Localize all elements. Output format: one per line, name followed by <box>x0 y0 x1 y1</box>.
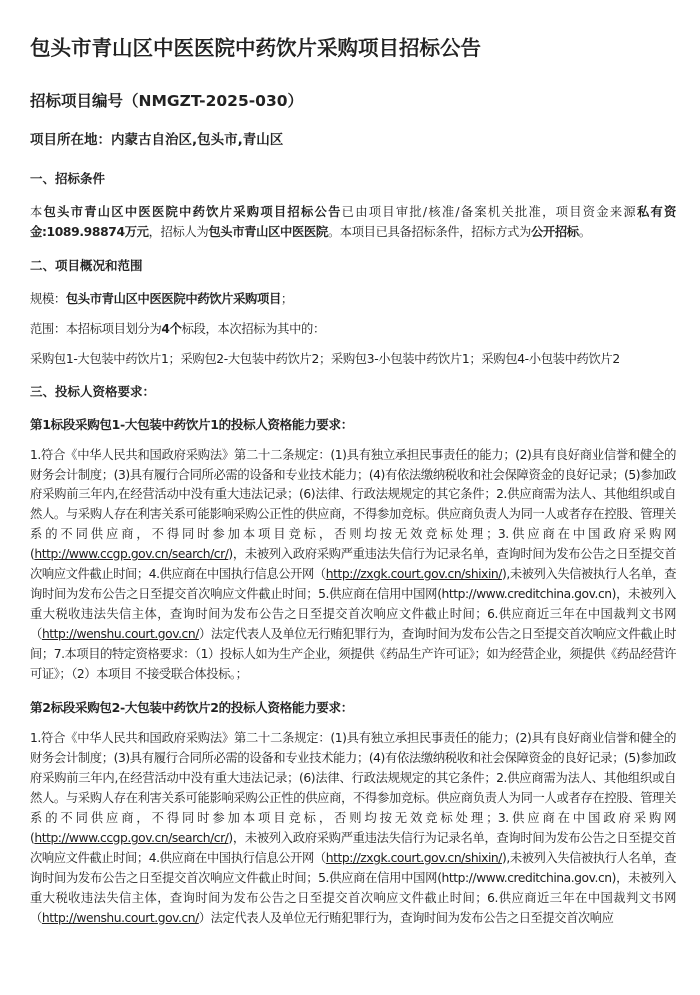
scale-line <box>30 289 676 309</box>
zxgk-link[interactable]: http://zxgk.court.gov.cn/shixin/ <box>325 850 502 865</box>
text-run: ： <box>340 700 353 716</box>
text-run: ),未被列入失信被执行人名单，查询时间为发布公告之日至提交首次响应文件截止时间；5.供应商在信用中国网(http://www.creditchina.gov.cn)，未被列入重大税收违法失信主体，查询时间为发布公告之日至提交首次响应文件截止时间；6.供应商近三年在中国裁判文书网（ <box>30 850 676 925</box>
scale-value-bold: 包头市青山区中医医院中药饮片采购项目 <box>65 291 281 306</box>
section-heading-1: 一、招标条件 <box>30 171 106 186</box>
text-run: 。 <box>578 225 591 240</box>
lot-2-heading <box>30 698 676 718</box>
text-run: ，招标人为 <box>148 225 209 240</box>
project-code: 招标项目编号（NMGZT-2025-030） <box>30 92 304 110</box>
text-run: 范围：本招标项目划分为 <box>30 321 162 336</box>
text-run: ）法定代表人及单位无行贿犯罪行为，查询时间为发布公告之日至提交首次响应 <box>198 910 614 925</box>
lot-1-heading <box>30 415 676 435</box>
text-run: 标段，本次招标为其中的： <box>181 321 325 336</box>
text-run: 本 <box>30 205 44 219</box>
zxgk-link[interactable]: http://zxgk.court.gov.cn/shixin/ <box>325 567 502 582</box>
project-location: 项目所在地：内蒙古自治区,包头市,青山区 <box>30 132 284 148</box>
text-run: )，未被列入政府采购严重违法失信行为记录名单，查询时间为发布公告之日至提交首次响应文件截止时间；4.供应商在中国执行信息公开网（ <box>30 547 676 582</box>
section-heading-3: 三、投标人资格要求： <box>30 383 156 399</box>
text-run: )，未被列入政府采购严重违法失信行为记录名单，查询时间为发布公告之日至提交首次响应文件截止时间；4.供应商在中国执行信息公开网（ <box>30 831 676 865</box>
text-run: 1.符合《中华人民共和国政府采购法》第二十二条规定：(1)具有独立承担民事责任的能力；(2)具有良好商业信誉和健全的财务会计制度；(3)具有履行合同所必需的设备和专业技术能力；(4)有依法缴纳税收和社会保障资金的良好记录；(5)参加政府采购前三年内,在经营活动中没有重大违法记录；(6)法律、行政法规规定的其它条件；2.供应商需为法人、其他组织或自然人。与采购人存在利害关系可能影响采购公正性的供应商，不得参加竞标。供应商负责人为同一人或者存在控股、管理关系的不同供应商，不得同时参加本项目竞标，否则均按无效竞标处理；3.供应商在中国政府采购网( <box>30 731 676 845</box>
packages-line: 采购包1-大包装中药饮片1；采购包2-大包装中药饮片2；采购包3-小包装中药饮片1；采购包4-小包装中药饮片2 <box>30 351 620 366</box>
page-title: 包头市青山区中医医院中药饮片采购项目招标公告 <box>30 36 481 60</box>
wenshu-link[interactable]: http://wenshu.court.gov.cn/ <box>41 626 199 641</box>
lot-count-bold: 4个 <box>161 321 182 336</box>
section-heading-2: 二、项目概况和范围 <box>30 257 143 273</box>
tenderer-bold: 包头市青山区中医医院 <box>208 225 328 240</box>
lot-1-requirements <box>30 446 676 685</box>
range-line <box>30 319 676 339</box>
text-run: ： <box>340 416 353 432</box>
lot-2-requirements <box>30 729 676 928</box>
text-run: 1.符合《中华人民共和国政府采购法》第二十二条规定：(1)具有独立承担民事责任的能力；(2)具有良好商业信誉和健全的财务会计制度；(3)具有履行合同所必需的设备和专业技术能力；(4)有依法缴纳税收和社会保障资金的良好记录；(5)参加政府采购前三年内,在经营活动中没有重大违法记录；(6)法律、行政法规规定的其它条件；2.供应商需为法人、其他组织或自然人。与采购人存在利害关系可能影响采购公正性的供应商，不得参加竞标。供应商负责人为同一人或者存在控股、管理关系的不同供应商，不得同时参加本项目竞标，否则均按无效竞标处理；3.供应商在中国政府采购网( <box>30 447 676 562</box>
text-run: 。本项目已具备招标条件，招标方式为 <box>327 225 531 240</box>
lot-2-title: 第2标段采购包2-大包装中药饮片2的投标人资格能力要求 <box>30 700 341 716</box>
text-run: 已由项目审批/核准/备案机关批准，项目资金来源 <box>341 205 637 219</box>
section-1-paragraph <box>30 202 676 243</box>
wenshu-link[interactable]: http://wenshu.court.gov.cn/ <box>41 910 199 925</box>
ccgp-link[interactable]: http://www.ccgp.gov.cn/search/cr/ <box>34 831 229 845</box>
project-name-bold: 包头市青山区中医医院中药饮片采购项目招标公告 <box>43 205 342 219</box>
text-run: ）法定代表人及单位无行贿犯罪行为，查询时间为发布公告之日至提交首次响应文件截止时间；7.本项目的特定资格要求：（1）投标人如为生产企业，须提供《药品生产许可证》；如为经营企业，须提供《药品经营许可证》；（2）本项目 不接受联合体投标。； <box>30 626 676 681</box>
text-run: ),未被列入失信被执行人名单，查询时间为发布公告之日至提交首次响应文件截止时间；5.供应商在信用中国网(http://www.creditchina.gov.cn)，未被列入重大税收违法失信主体，查询时间为发布公告之日至提交首次响应文件截止时间；6.供应商近三年在中国裁判文书网（ <box>30 567 676 641</box>
lot-1-title: 第1标段采购包1-大包装中药饮片1的投标人资格能力要求 <box>30 416 341 432</box>
text-run: 规模： <box>30 291 66 306</box>
ccgp-link[interactable]: http://www.ccgp.gov.cn/search/cr/ <box>34 547 229 562</box>
tender-method-bold: 公开招标 <box>530 225 579 240</box>
fund-source-bold: 私有资金:1089.98874万元 <box>30 205 676 240</box>
text-run: ； <box>280 291 293 306</box>
